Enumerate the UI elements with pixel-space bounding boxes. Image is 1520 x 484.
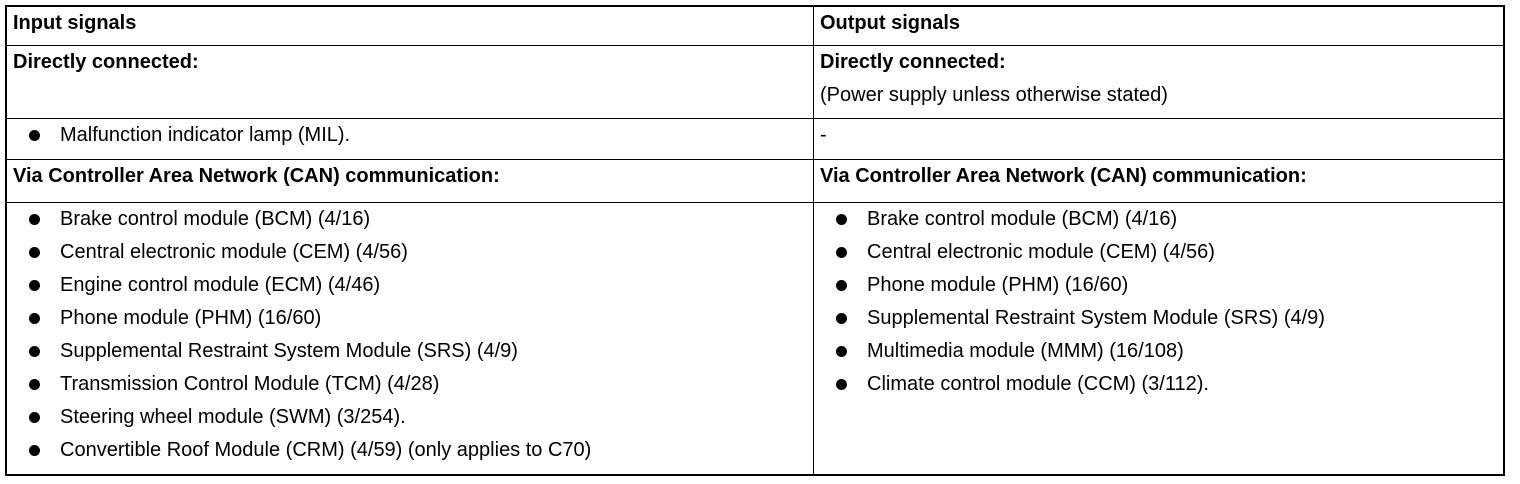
- list-item-text: Steering wheel module (SWM) (3/254).: [60, 406, 406, 428]
- output-direct-dash: -: [820, 124, 827, 146]
- list-item: [13, 203, 807, 236]
- list-item-text: Transmission Control Module (TCM) (4/28): [60, 373, 440, 395]
- list-item-text: Central electronic module (CEM) (4/56): [60, 241, 408, 263]
- output-direct-note: (Power supply unless otherwise stated): [820, 84, 1168, 106]
- bullet-icon: [836, 346, 847, 357]
- list-item: [13, 269, 807, 302]
- list-item: [13, 302, 807, 335]
- list-item-text: Malfunction indicator lamp (MIL).: [60, 124, 351, 146]
- output-can-title: Via Controller Area Network (CAN) communication:: [814, 160, 1504, 203]
- list-item: [13, 236, 807, 269]
- list-item: [13, 335, 807, 368]
- direct-connected-row: [7, 46, 1503, 119]
- bullet-icon: [29, 445, 40, 456]
- bullet-icon: [29, 313, 40, 324]
- list-item-text: Phone module (PHM) (16/60): [867, 274, 1129, 296]
- bullet-icon: [29, 346, 40, 357]
- header-row: [7, 7, 1503, 46]
- input-direct-cell: [7, 46, 814, 119]
- signals-table: [7, 7, 1503, 474]
- bullet-icon: [836, 280, 847, 291]
- list-item: [13, 368, 807, 401]
- list-item: [820, 368, 1497, 401]
- list-item: [820, 302, 1497, 335]
- list-item-text: Brake control module (BCM) (4/16): [867, 208, 1178, 230]
- list-item-text: Phone module (PHM) (16/60): [60, 307, 322, 329]
- input-can-list: [13, 203, 807, 467]
- input-signals-header: Input signals: [7, 7, 814, 46]
- list-item: [820, 203, 1497, 236]
- list-item-text: Supplemental Restraint System Module (SRS) (4/9): [867, 307, 1325, 329]
- direct-items-row: [7, 119, 1503, 160]
- output-direct-cell: [814, 46, 1504, 119]
- can-header-row: [7, 160, 1503, 203]
- list-item-text: Supplemental Restraint System Module (SRS) (4/9): [60, 340, 518, 362]
- list-item: [13, 434, 807, 467]
- output-direct-items-cell: [814, 119, 1504, 160]
- bullet-icon: [836, 247, 847, 258]
- list-item-text: Brake control module (BCM) (4/16): [60, 208, 371, 230]
- input-direct-items-cell: [7, 119, 814, 160]
- list-item: [820, 269, 1497, 302]
- bullet-icon: [29, 247, 40, 258]
- input-direct-list: [13, 119, 807, 152]
- bullet-icon: [29, 130, 40, 141]
- list-item-text: Convertible Roof Module (CRM) (4/59) (only applies to C70): [60, 439, 592, 461]
- list-item-text: Central electronic module (CEM) (4/56): [867, 241, 1215, 263]
- output-can-items-cell: [814, 203, 1504, 475]
- list-item-text: Multimedia module (MMM) (16/108): [867, 340, 1184, 362]
- list-item-text: Climate control module (CCM) (3/112).: [867, 373, 1209, 395]
- bullet-icon: [836, 313, 847, 324]
- input-can-title: Via Controller Area Network (CAN) communication:: [7, 160, 814, 203]
- bullet-icon: [836, 379, 847, 390]
- output-signals-header: Output signals: [814, 7, 1504, 46]
- bullet-icon: [29, 412, 40, 423]
- signals-table-frame: [5, 5, 1505, 476]
- input-can-items-cell: [7, 203, 814, 475]
- bullet-icon: [29, 379, 40, 390]
- output-direct-title: Directly connected:: [820, 51, 1006, 73]
- can-items-row: [7, 203, 1503, 475]
- bullet-icon: [836, 214, 847, 225]
- bullet-icon: [29, 280, 40, 291]
- input-direct-title: Directly connected:: [13, 51, 199, 73]
- list-item: [13, 119, 807, 152]
- list-item-text: Engine control module (ECM) (4/46): [60, 274, 381, 296]
- output-can-list: [820, 203, 1497, 401]
- bullet-icon: [29, 214, 40, 225]
- list-item: [820, 236, 1497, 269]
- list-item: [13, 401, 807, 434]
- list-item: [820, 335, 1497, 368]
